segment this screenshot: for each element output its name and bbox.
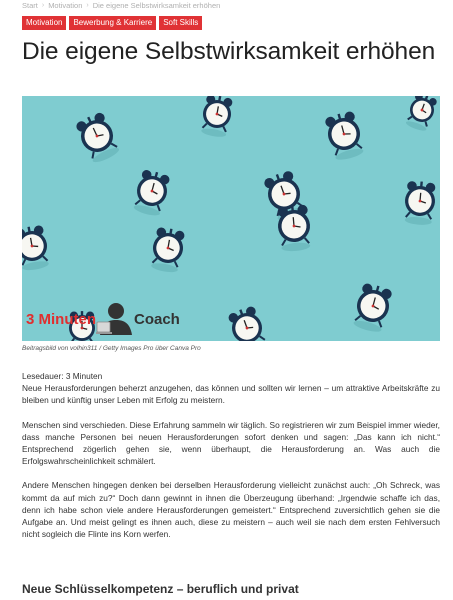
coach-avatar-icon bbox=[96, 302, 134, 336]
logo-text-coach: Coach bbox=[134, 310, 180, 328]
alarm-clock-icon bbox=[149, 226, 186, 274]
breadcrumb-separator: › bbox=[41, 2, 45, 9]
three-minute-coach-logo bbox=[26, 301, 180, 337]
alarm-clock-icon bbox=[404, 96, 439, 133]
breadcrumb-link-motivation[interactable]: Motivation bbox=[48, 1, 83, 10]
logo-text-minutes: 3 Minuten bbox=[26, 310, 96, 328]
page-title: Die eigene Selbstwirksamkeit erhöhen bbox=[22, 38, 436, 65]
tag-bewerbung-karriere[interactable]: Bewerbung & Karriere bbox=[69, 16, 156, 30]
breadcrumb-link-start[interactable]: Start bbox=[22, 1, 38, 10]
tag-soft-skills[interactable]: Soft Skills bbox=[159, 16, 202, 30]
article-body bbox=[22, 370, 440, 552]
alarm-clock-icon bbox=[323, 110, 366, 163]
tag-motivation[interactable]: Motivation bbox=[22, 16, 66, 30]
image-caption: Beitragsbild von volhin311 / Getty Images Pro über Canva Pro bbox=[22, 345, 201, 352]
read-time: Lesedauer: 3 Minuten bbox=[22, 371, 103, 381]
alarm-clock-icon bbox=[199, 96, 234, 139]
alarm-clock-icon bbox=[131, 168, 171, 218]
breadcrumb bbox=[22, 1, 220, 10]
category-tags bbox=[22, 16, 202, 30]
alarm-clock-icon bbox=[276, 204, 312, 252]
breadcrumb-current: Die eigene Selbstwirksamkeit erhöhen bbox=[92, 1, 221, 10]
paragraph-3: Andere Menschen hingegen denken bei derselben Herausforderung vielleicht zunächst auch: „Oh Schreck, was kommt da auf mich zu?“ Doch dann gewinnt in ihnen die Überzeugung überhand: „Irgendwie schaffe ich das, denn ich habe schon viele andere Herausforderungen gemeistert.“ Entsprechend zuversichtlich gehen sie die Aufgabe an. Und meist gelingt es ihnen auch, diese zu meistern – auch weil sie nach dem ersten Fehlversuch nicht sogleich die Flinte ins Korn werfen. bbox=[22, 480, 440, 540]
alarm-clock-icon bbox=[226, 305, 269, 341]
alarm-clock-icon bbox=[22, 224, 51, 272]
section-heading: Neue Schlüsselkompetenz – beruflich und privat bbox=[22, 582, 299, 596]
featured-image bbox=[22, 96, 440, 341]
alarm-clock-icon bbox=[403, 180, 437, 226]
paragraph-intro: Neue Herausforderungen beherzt anzugehen, das können und sollten wir lernen – um attraktive Arbeitskräfte zu bleiben und künftig unser Leben mit Erfolg zu meistern. bbox=[22, 383, 440, 406]
alarm-clock-icon bbox=[351, 282, 394, 335]
paragraph-2: Menschen sind verschieden. Diese Erfahrung sammeln wir täglich. So registrieren wir zum Beispiel immer wieder, dass manche Personen bei neuen Herausforderungen sofort denken und sagen: „Das kann ich nicht.“ Entsprechend zögerlich gehen sie, wenn überhaupt, die Herausforderung an. Was auch die Erfolgswahrscheinlichkeit schmälert. bbox=[22, 419, 440, 467]
breadcrumb-separator: › bbox=[86, 2, 89, 9]
alarm-clock-icon bbox=[74, 110, 122, 165]
